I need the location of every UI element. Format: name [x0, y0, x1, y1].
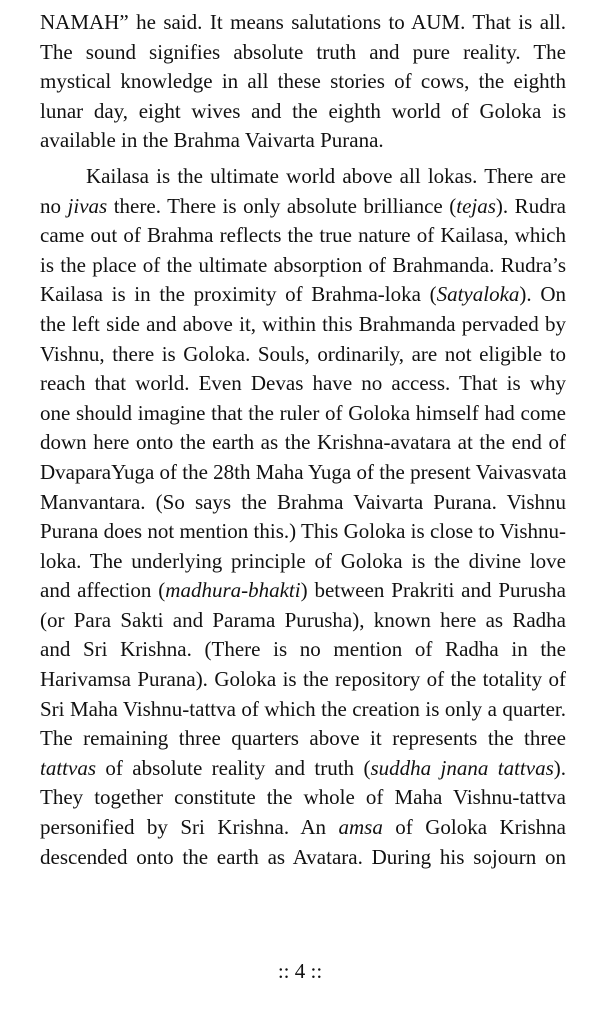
text-line: and affection (madhura-bhakti) between Prakriti and Purusha: [40, 578, 566, 603]
text-line: the left side and above it, within this Brahmanda pervaded by: [40, 311, 566, 336]
text-line: came out of Brahma reflects the true nature of Kailasa, which: [40, 223, 566, 248]
paragraph-1: [40, 8, 566, 156]
text-line: is the place of the ultimate absorption of Brahmanda. Rudra’s: [40, 252, 566, 277]
text-line: lunar day, eight wives and the eighth world of Goloka is: [40, 98, 566, 123]
text-line: Manvantara. (So says the Brahma Vaivarta Purana. Vishnu: [40, 489, 566, 514]
text-line: Kailasa is the ultimate world above all lokas. There are: [86, 163, 566, 188]
text-line: NAMAH” he said. It means salutations to AUM. That is all.: [40, 10, 566, 34]
text-line: personified by Sri Krishna. An amsa of Goloka Krishna: [40, 815, 566, 840]
text-line: one should imagine that the ruler of Goloka himself had come: [40, 400, 566, 425]
text-line: no jivas there. There is only absolute brilliance (tejas). Rudra: [40, 193, 567, 218]
text-line: Kailasa is in the proximity of Brahma-loka (Satyaloka). On: [40, 282, 566, 307]
text-line: (or Para Sakti and Parama Purusha), known here as Radha: [40, 607, 566, 632]
text-line: tattvas of absolute reality and truth (suddha jnana tattvas).: [40, 755, 566, 780]
text-line: Purana does not mention this.) This Goloka is close to Vishnu-: [40, 519, 566, 544]
text-line: and Sri Krishna. (There is no mention of Radha in the: [40, 637, 566, 662]
text-line: available in the Brahma Vaivarta Purana.: [40, 128, 384, 153]
page-number: :: 4 ::: [277, 959, 323, 983]
text-line: They together constitute the whole of Maha Vishnu-tattva: [40, 785, 566, 810]
text-line: descended onto the earth as Avatara. During his sojourn on: [40, 844, 566, 869]
text-line: reach that world. Even Devas have no access. That is why: [40, 371, 566, 396]
text-line: DvaparaYuga of the 28th Maha Yuga of the present Vaivasvata: [40, 459, 567, 484]
text-line: Vishnu, there is Goloka. Souls, ordinarily, are not eligible to: [40, 341, 566, 366]
text-line: mystical knowledge in all these stories of cows, the eighth: [40, 69, 566, 94]
body-text: [40, 8, 566, 872]
text-line: down here onto the earth as the Krishna-avatara at the end of: [40, 430, 566, 455]
paragraph-2: [40, 162, 566, 872]
text-line: Harivamsa Purana). Goloka is the repository of the totality of: [40, 667, 566, 692]
text-line: Sri Maha Vishnu-tattva of which the creation is only a quarter.: [40, 696, 566, 721]
text-line: The sound signifies absolute truth and pure reality. The: [40, 39, 566, 64]
text-line: loka. The underlying principle of Goloka is the divine love: [40, 548, 566, 573]
text-line: The remaining three quarters above it represents the three: [40, 726, 566, 751]
